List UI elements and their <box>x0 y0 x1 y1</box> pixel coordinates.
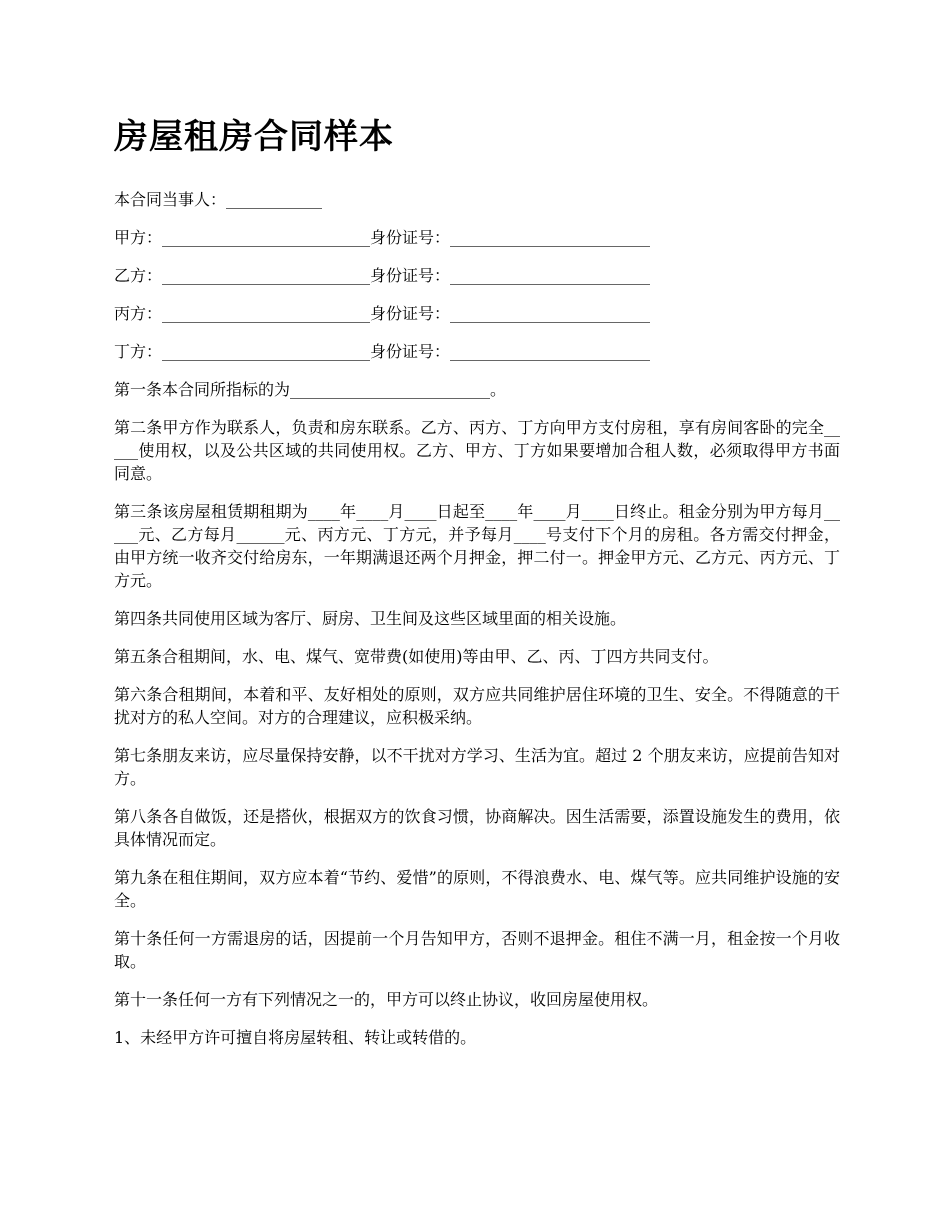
party-c-line: 丙方：__________________________身份证号：_________________________ <box>114 304 651 323</box>
article-8: 第八条各自做饭，还是搭伙，根据双方的饮食习惯，协商解决。因生活需要，添置设施发生的费用，依具体情况而定。 <box>114 807 840 849</box>
article-9: 第九条在租住期间，双方应本着“节约、爱惜”的原则，不得浪费水、电、煤气等。应共同维护设施的安全。 <box>114 868 840 910</box>
parties-line: 本合同当事人：____________ <box>114 190 323 209</box>
article-5: 第五条合租期间，水、电、煤气、宽带费(如使用)等由甲、乙、丙、丁四方共同支付。 <box>114 647 719 666</box>
document-title: 房屋租房合同样本 <box>114 117 394 157</box>
party-b-line: 乙方：__________________________身份证号：_________________________ <box>114 266 651 285</box>
document-page <box>114 112 840 1064</box>
article-10: 第十条任何一方需退房的话，因提前一个月告知甲方，否则不退押金。租住不满一月，租金按一个月收取。 <box>114 929 840 971</box>
party-a-line: 甲方：__________________________身份证号：_________________________ <box>114 228 651 247</box>
article-7: 第七条朋友来访，应尽量保持安静，以不干扰对方学习、生活为宜。超过 2 个朋友来访，应提前告知对方。 <box>114 746 840 788</box>
article-4: 第四条共同使用区域为客厅、厨房、卫生间及这些区域里面的相关设施。 <box>114 609 627 628</box>
article-11-item-1: 1、未经甲方许可擅自将房屋转租、转让或转借的。 <box>114 1028 477 1047</box>
party-d-line: 丁方：__________________________身份证号：_________________________ <box>114 342 651 361</box>
article-11: 第十一条任何一方有下列情况之一的，甲方可以终止协议，收回房屋使用权。 <box>114 990 659 1009</box>
article-2: 第二条甲方作为联系人，负责和房东联系。乙方、丙方、丁方向甲方支付房租，享有房间客卧的完全_____使用权，以及公共区域的共同使用权。乙方、甲方、丁方如果要增加合租人数，必须取得甲方书面同意。 <box>114 418 840 483</box>
article-6: 第六条合租期间，本着和平、友好相处的原则，双方应共同维护居住环境的卫生、安全。不得随意的干扰对方的私人空间。对方的合理建议，应积极采纳。 <box>114 685 840 727</box>
article-1: 第一条本合同所指标的为_________________________。 <box>114 380 507 399</box>
article-3: 第三条该房屋租赁期租期为____年____月____日起至____年____月____日终止。租金分别为甲方每月_____元、乙方每月______元、丙方元、丁方元，并予每月____号支付下个月的房租。各方需交付押金，由甲方统一收齐交付给房东，一年期满退还两个月押金，押二付一。押金甲方元、乙方元、丙方元、丁方元。 <box>114 502 840 590</box>
